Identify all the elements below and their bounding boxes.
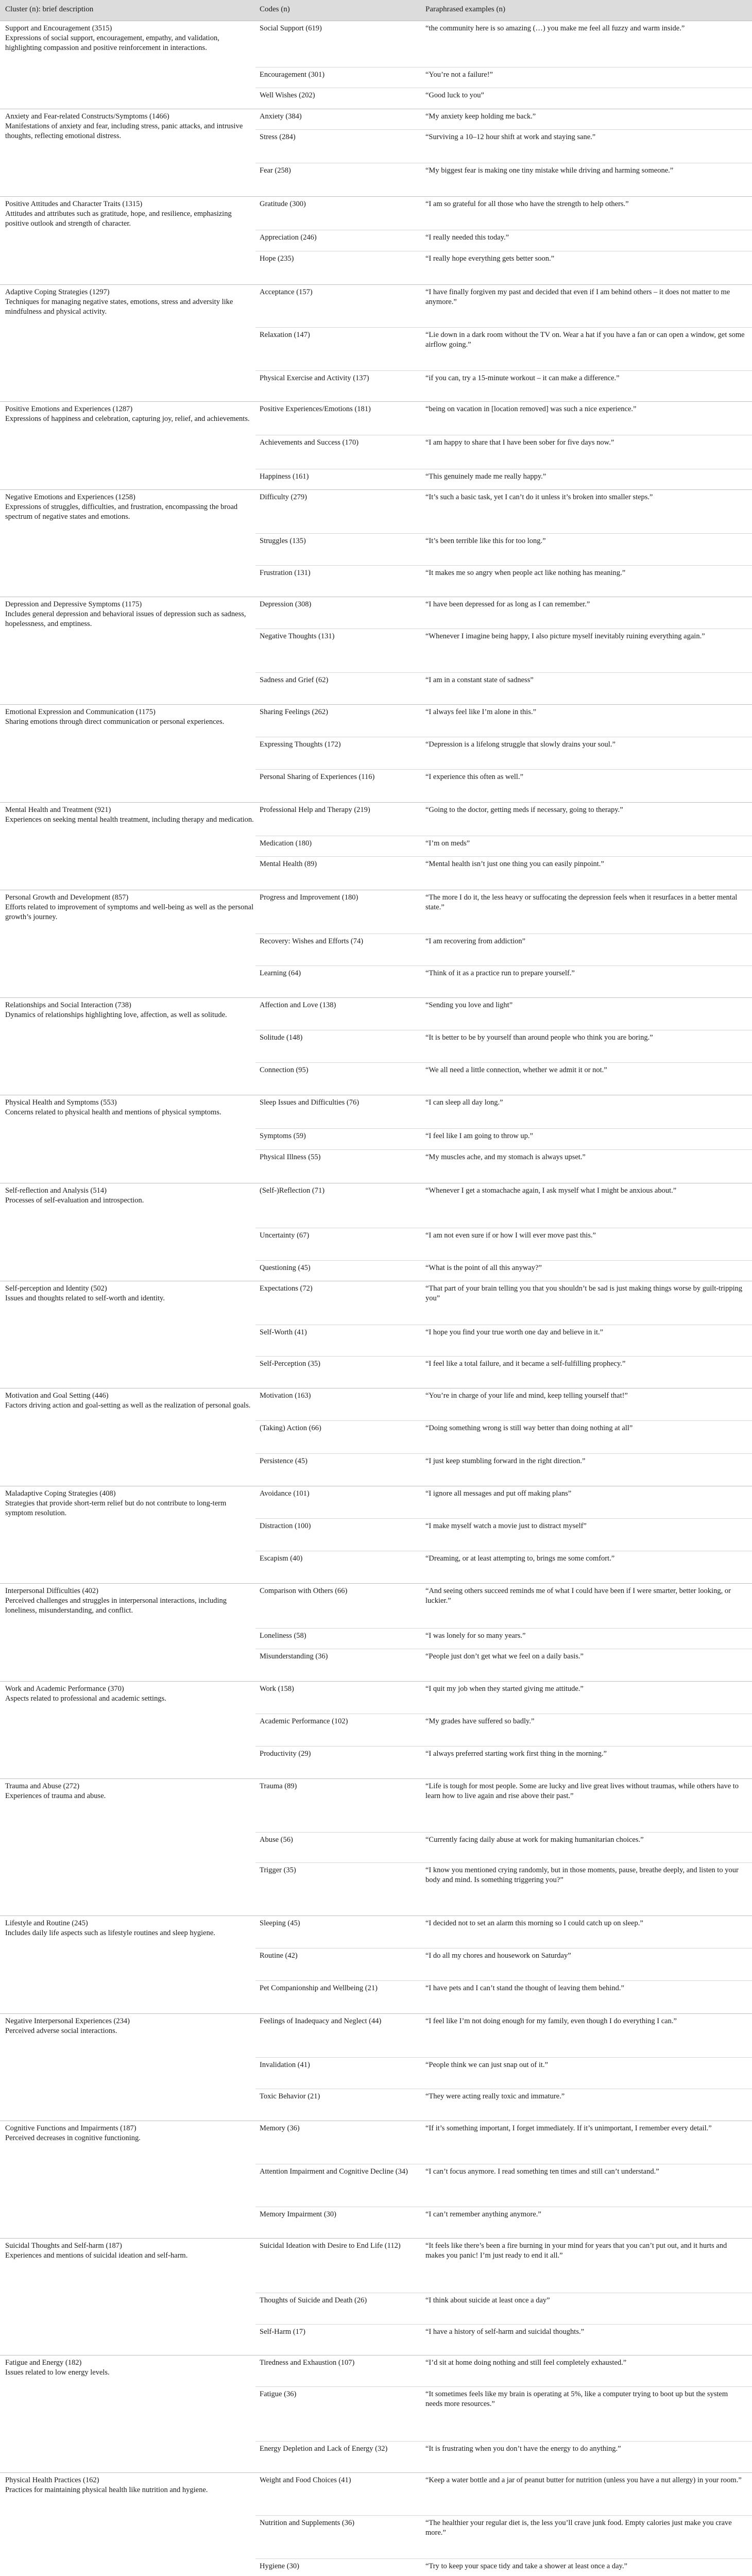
example-text: “Whenever I imagine being happy, I also picture myself inevitably ruining everything again.” <box>425 632 705 641</box>
cluster-divider <box>0 2472 752 2473</box>
cluster-description: Expressions of struggles, difficulties, and frustration, encompassing the broad spectrum of negative states and emotions. <box>5 502 238 521</box>
example-text: “This genuinely made me really happy.” <box>425 472 546 481</box>
example-text: “if you can, try a 15-minute workout – it can make a difference.” <box>425 374 620 382</box>
cluster-description: Experiences of trauma and abuse. <box>5 1792 106 1801</box>
code-label: Trauma (89) <box>260 1782 297 1791</box>
code-divider <box>255 1453 752 1454</box>
cluster-name: Self-reflection and Analysis (514) <box>5 1186 107 1195</box>
header-examples: Paraphrased examples (n) <box>425 5 505 13</box>
code-label: Routine (42) <box>260 1952 298 1960</box>
example-text: “People just don’t get what we feel on a daily basis.” <box>425 1652 584 1660</box>
example-text: “I experience this often as well.” <box>425 773 524 782</box>
code-label: Nutrition and Supplements (36) <box>260 2519 355 2528</box>
example-text: “Surviving a 10–12 hour shift at work and staying sane.” <box>425 132 596 141</box>
cluster-name: Anxiety and Fear-related Constructs/Symptoms (1466) <box>5 112 169 121</box>
cluster-name: Positive Emotions and Experiences (1287) <box>5 405 133 414</box>
cluster-divider <box>0 401 752 402</box>
cluster-cell <box>5 24 255 53</box>
code-label: Stress (284) <box>260 132 296 141</box>
example-text: “Mental health isn’t just one thing you can easily pinpoint.” <box>425 860 604 869</box>
cluster-name: Positive Attitudes and Character Traits (1315) <box>5 200 143 209</box>
cluster-description: Processes of self-evaluation and introspection. <box>5 1196 144 1205</box>
cluster-name: Negative Emotions and Experiences (1258) <box>5 493 135 501</box>
code-label: Solitude (148) <box>260 1033 303 1042</box>
code-label: Sadness and Grief (62) <box>260 676 329 685</box>
example-text: “It is better to be by yourself than around people who think you are boring.” <box>425 1033 653 1042</box>
cluster-divider <box>0 704 752 705</box>
code-label: Medication (180) <box>260 839 312 848</box>
cluster-divider <box>0 2013 752 2014</box>
cluster-name: Physical Health Practices (162) <box>5 2476 99 2484</box>
code-divider <box>255 1518 752 1519</box>
code-label: Loneliness (58) <box>260 1632 306 1640</box>
code-label: Achievements and Success (170) <box>260 438 359 447</box>
example-text: “Lie down in a dark room without the TV on. Wear a hat if you have a fan or can open a window, get some airflow going.” <box>425 331 745 349</box>
example-text: “I have a history of self-harm and suicidal thoughts.” <box>425 2327 585 2336</box>
example-text: “Whenever I get a stomachache again, I ask myself what I might be anxious about.” <box>425 1186 677 1195</box>
example-text: “I can’t remember anything anymore.” <box>425 2210 541 2219</box>
cluster-description: Efforts related to improvement of symptoms and well-being as well as the personal growth’s journey. <box>5 903 254 922</box>
cluster-cell <box>5 707 255 727</box>
code-label: Physical Illness (55) <box>260 1153 321 1161</box>
cluster-divider <box>0 1681 752 1682</box>
cluster-description: Manifestations of anxiety and fear, including stress, panic attacks, and intrusive thoughts, reflecting emotional distress. <box>5 122 243 140</box>
cluster-cell <box>5 287 255 317</box>
header-codes: Codes (n) <box>260 5 290 13</box>
example-text: “If it’s something important, I forget immediately. If it’s unimportant, I remember every detail.” <box>425 2124 712 2133</box>
code-divider <box>255 1062 752 1063</box>
cluster-name: Personal Growth and Development (857) <box>5 893 129 902</box>
example-text: “I ignore all messages and put off making plans” <box>425 1489 572 1498</box>
example-text: “We all need a little connection, whether we admit it or not.” <box>425 1066 607 1075</box>
code-label: Encouragement (301) <box>260 70 325 79</box>
code-label: Depression (308) <box>260 600 312 609</box>
cluster-description: Expressions of social support, encouragement, empathy, and validation, highlighting compassion and positive reinforcement in interactions. <box>5 34 219 52</box>
example-text: “Currently facing daily abuse at work for making humanitarian choices.” <box>425 1835 644 1844</box>
code-divider <box>255 2386 752 2387</box>
example-text: “Going to the doctor, getting meds if necessary, going to therapy.” <box>425 805 623 814</box>
cluster-description: Dynamics of relationships highlighting love, affection, as well as solitude. <box>5 1010 227 1019</box>
cluster-name: Relationships and Social Interaction (738) <box>5 1001 131 1009</box>
example-text: “It sometimes feels like my brain is operating at 5%, like a computer trying to boot up but the system needs more resources.” <box>425 2389 728 2408</box>
example-text: “I can’t focus anymore. I read something ten times and still can’t understand.” <box>425 2167 659 2176</box>
code-label: Frustration (131) <box>260 568 311 577</box>
code-label: Attention Impairment and Cognitive Decline (34) <box>260 2167 408 2176</box>
code-label: Professional Help and Therapy (219) <box>260 805 370 814</box>
code-label: Motivation (163) <box>260 1392 311 1400</box>
code-divider <box>255 129 752 130</box>
cluster-cell <box>5 1391 255 1411</box>
cluster-name: Motivation and Goal Setting (446) <box>5 1392 109 1400</box>
code-label: Physical Exercise and Activity (137) <box>260 374 369 382</box>
code-divider <box>255 2324 752 2325</box>
code-label: (Self-)Reflection (71) <box>260 1186 325 1195</box>
cluster-cell <box>5 1284 255 1303</box>
example-text: “You’re not a failure!” <box>425 70 493 79</box>
code-label: Hygiene (30) <box>260 2562 299 2570</box>
code-label: Sharing Feelings (262) <box>260 708 328 717</box>
cluster-name: Emotional Expression and Communication (1175) <box>5 708 156 717</box>
code-divider <box>255 370 752 371</box>
cluster-description: Practices for maintaining physical health like nutrition and hygiene. <box>5 2485 208 2494</box>
code-label: Energy Depletion and Lack of Energy (32) <box>260 2445 388 2453</box>
code-divider <box>255 1832 752 1833</box>
cluster-description: Issues and thoughts related to self-worth and identity. <box>5 1294 165 1302</box>
code-label: Academic Performance (102) <box>260 1717 348 1726</box>
cluster-cell <box>5 893 255 922</box>
code-label: Gratitude (300) <box>260 200 306 209</box>
code-label: Self-Worth (41) <box>260 1328 307 1336</box>
code-label: Mental Health (89) <box>260 860 317 869</box>
cluster-description: Attitudes and attributes such as gratitude, hope, and resilience, emphasizing positive outlook and strength of character. <box>5 210 232 228</box>
example-text: “I know you mentioned crying randomly, but in those moments, pause, breathe deeply, and listen to your body and mind. Is something triggering you?” <box>425 1866 739 1884</box>
example-text: “What is the point of all this anyway?” <box>425 1264 542 1273</box>
code-label: Connection (95) <box>260 1066 309 1075</box>
cluster-description: Includes daily life aspects such as lifestyle routines and sleep hygiene. <box>5 1929 215 1938</box>
cluster-name: Negative Interpersonal Experiences (234) <box>5 2016 130 2025</box>
cluster-name: Physical Health and Symptoms (553) <box>5 1098 117 1107</box>
code-divider <box>255 2057 752 2058</box>
code-divider <box>255 1420 752 1421</box>
cluster-description: Techniques for managing negative states, emotions, stress and adversity like mindfulness and physical activity. <box>5 297 233 316</box>
cluster-cell <box>5 2124 255 2143</box>
code-label: Sleeping (45) <box>260 1919 300 1928</box>
table-header <box>0 0 752 21</box>
code-label: Avoidance (101) <box>260 1489 310 1498</box>
example-text: “the community here is so amazing (…) you make me feel all fuzzy and warm inside.” <box>425 24 685 32</box>
code-divider <box>255 533 752 534</box>
example-text: “I think about suicide at least once a day” <box>425 2296 550 2305</box>
code-label: Invalidation (41) <box>260 2060 310 2069</box>
code-divider <box>255 2558 752 2559</box>
example-text: “Good luck to you” <box>425 91 484 100</box>
code-label: Misunderstanding (36) <box>260 1652 328 1660</box>
code-divider <box>255 1862 752 1863</box>
example-text: “I quit my job when they started giving me attitude.” <box>425 1684 584 1693</box>
example-text: “Dreaming, or at least attempting to, brings me some comfort.” <box>425 1554 615 1563</box>
example-text: “I was lonely for so many years.” <box>425 1632 526 1640</box>
cluster-description: Includes general depression and behavioral issues of depression such as sadness, hopelessness, and emptiness. <box>5 610 246 629</box>
example-text: “People think we can just snap out of it.” <box>425 2060 548 2069</box>
example-text: “That part of your brain telling you that you shouldn’t be sad is just making things worse by guilt-tripping you” <box>425 1284 743 1302</box>
example-text: “I always preferred starting work first thing in the morning.” <box>425 1750 607 1758</box>
example-text: “I can sleep all day long.” <box>425 1098 503 1107</box>
example-text: “It is frustrating when you don’t have the energy to do anything.” <box>425 2445 621 2453</box>
cluster-divider <box>0 489 752 490</box>
example-text: “I decided not to set an alarm this morning so I could catch up on sleep.” <box>425 1919 643 1928</box>
example-text: “Depression is a lifelong struggle that slowly drains your soul.” <box>425 740 616 749</box>
example-text: “I have been depressed for as long as I can remember.” <box>425 600 590 609</box>
example-text: “It’s such a basic task, yet I can’t do it unless it’s broken into smaller steps.” <box>425 493 653 501</box>
cluster-name: Interpersonal Difficulties (402) <box>5 1587 98 1596</box>
example-text: “I feel like a total failure, and it became a self-fulfilling prophecy.” <box>425 1360 626 1368</box>
example-text: “And seeing others succeed reminds me of what I could have been if I were smarter, better looking, or luckier.” <box>425 1587 731 1605</box>
example-text: “I am not even sure if or how I will ever move past this.” <box>425 1231 596 1240</box>
code-label: Hope (235) <box>260 254 294 263</box>
cluster-divider <box>0 802 752 803</box>
code-label: Recovery: Wishes and Efforts (74) <box>260 937 364 946</box>
code-divider <box>255 1746 752 1747</box>
code-label: Distraction (100) <box>260 1521 311 1530</box>
cluster-cell <box>5 1782 255 1801</box>
cluster-description: Issues related to low energy levels. <box>5 2368 110 2377</box>
cluster-description: Perceived decreases in cognitive functioning. <box>5 2134 141 2143</box>
example-text: “I just keep stumbling forward in the right direction.” <box>425 1456 586 1465</box>
code-label: Expectations (72) <box>260 1284 313 1293</box>
cluster-cell <box>5 199 255 229</box>
example-text: “I am so grateful for all those who have the strength to help others.” <box>425 200 629 209</box>
code-label: Expressing Thoughts (172) <box>260 740 341 749</box>
example-text: “I am happy to share that I have been sober for five days now.” <box>425 438 614 447</box>
cluster-cell <box>5 2358 255 2378</box>
code-label: Toxic Behavior (21) <box>260 2092 320 2101</box>
cluster-name: Lifestyle and Routine (245) <box>5 1919 88 1928</box>
code-label: Work (158) <box>260 1684 294 1693</box>
cluster-name: Support and Encouragement (3515) <box>5 24 112 32</box>
code-label: Feelings of Inadequacy and Neglect (44) <box>260 2016 382 2025</box>
example-text: “being on vacation in [location removed] was such a nice experience.” <box>425 405 637 414</box>
code-label: Progress and Improvement (180) <box>260 893 358 902</box>
cluster-divider <box>0 1778 752 1779</box>
cluster-divider <box>0 997 752 998</box>
code-label: Escapism (40) <box>260 1554 303 1563</box>
code-label: Uncertainty (67) <box>260 1231 310 1240</box>
cluster-name: Mental Health and Treatment (921) <box>5 805 111 814</box>
header-cluster: Cluster (n): brief description <box>5 5 94 13</box>
cluster-divider <box>0 196 752 197</box>
example-text: “My muscles ache, and my stomach is always upset.” <box>425 1153 586 1161</box>
code-label: Well Wishes (202) <box>260 91 315 100</box>
code-label: Pet Companionship and Wellbeing (21) <box>260 1984 378 1993</box>
cluster-name: Adaptive Coping Strategies (1297) <box>5 287 110 296</box>
cluster-name: Work and Academic Performance (370) <box>5 1684 124 1693</box>
cluster-description: Experiences and mentions of suicidal ideation and self-harm. <box>5 2251 188 2260</box>
code-label: Fatigue (36) <box>260 2389 297 2398</box>
example-text: “I make myself watch a movie just to distract myself” <box>425 1521 587 1530</box>
code-label: Sleep Issues and Difficulties (76) <box>260 1098 360 1107</box>
cluster-cell <box>5 1098 255 1117</box>
code-label: Trigger (35) <box>260 1866 296 1874</box>
code-divider <box>255 1980 752 1981</box>
cluster-cell <box>5 805 255 825</box>
example-text: “I have finally forgiven my past and decided that even if I am behind others – it does not matter to me anymore.” <box>425 287 730 306</box>
example-text: “I feel like I’m not doing enough for my family, even though I do everything I can.” <box>425 2016 677 2025</box>
code-label: Social Support (619) <box>260 24 322 32</box>
cluster-cell <box>5 1001 255 1020</box>
example-text: “Try to keep your space tidy and take a shower at least once a day.” <box>425 2562 627 2570</box>
code-label: Appreciation (246) <box>260 233 317 242</box>
code-label: Self-Perception (35) <box>260 1360 320 1368</box>
code-divider <box>255 769 752 770</box>
code-label: Memory Impairment (30) <box>260 2210 336 2219</box>
cluster-description: Perceived adverse social interactions. <box>5 2026 117 2035</box>
code-label: Persistence (45) <box>260 1456 308 1465</box>
code-label: Productivity (29) <box>260 1750 311 1758</box>
code-label: Acceptance (157) <box>260 287 313 296</box>
code-divider <box>255 1149 752 1150</box>
example-text: “I hope you find your true worth one day and believe in it.” <box>425 1328 604 1336</box>
example-text: “My anxiety keep holding me back.” <box>425 112 536 121</box>
cluster-divider <box>0 284 752 285</box>
code-divider <box>255 965 752 966</box>
cluster-cell <box>5 600 255 629</box>
example-text: “It feels like there’s been a fire burning in your mind for years that you can’t put out, and it hurts and makes you panic! I’m just ready to end it all.” <box>425 2241 727 2260</box>
code-label: Personal Sharing of Experiences (116) <box>260 773 375 782</box>
code-divider <box>255 1260 752 1261</box>
cluster-cell <box>5 2241 255 2261</box>
code-label: Thoughts of Suicide and Death (26) <box>260 2296 367 2305</box>
example-text: “Think of it as a practice run to prepare yourself.” <box>425 969 575 978</box>
example-text: “Keep a water bottle and a jar of peanut butter for nutrition (unless you have a nut allergy) in your room.” <box>425 2476 742 2484</box>
cluster-cell <box>5 493 255 522</box>
code-divider <box>255 1628 752 1629</box>
code-label: Relaxation (147) <box>260 331 310 340</box>
cluster-name: Trauma and Abuse (272) <box>5 1782 80 1791</box>
cluster-description: Concerns related to physical health and mentions of physical symptoms. <box>5 1108 221 1117</box>
example-text: “I really needed this today.” <box>425 233 509 242</box>
example-text: “I’d sit at home doing nothing and still feel completely exhausted.” <box>425 2359 627 2367</box>
cluster-description: Expressions of happiness and celebration, capturing joy, relief, and achievements. <box>5 415 250 423</box>
cluster-description: Factors driving action and goal-setting as well as the realization of personal goals. <box>5 1401 251 1410</box>
cluster-cell <box>5 1586 255 1616</box>
code-label: Self-Harm (17) <box>260 2327 305 2336</box>
code-divider <box>255 856 752 857</box>
code-label: Anxiety (384) <box>260 112 302 121</box>
cluster-description: Experiences on seeking mental health treatment, including therapy and medication. <box>5 815 254 824</box>
code-label: Negative Thoughts (131) <box>260 632 335 641</box>
code-label: Symptoms (59) <box>260 1132 306 1141</box>
example-text: “It’s been terrible like this for too long.” <box>425 537 546 546</box>
code-divider <box>255 565 752 566</box>
cluster-cell <box>5 1186 255 1206</box>
code-divider <box>255 2441 752 2442</box>
example-text: “I am in a constant state of sadness” <box>425 676 534 685</box>
example-text: “My biggest fear is making one tiny mistake while driving and harming someone.” <box>425 166 674 175</box>
cluster-name: Self-perception and Identity (502) <box>5 1284 107 1293</box>
example-text: “The more I do it, the less heavy or suffocating the depression feels when it resurfaces in a better mental state.” <box>425 893 738 912</box>
example-text: “Sending you love and light” <box>425 1001 513 1009</box>
cluster-name: Maladaptive Coping Strategies (408) <box>5 1489 116 1498</box>
example-text: “I am recovering from addiction” <box>425 937 526 946</box>
code-divider <box>255 2515 752 2516</box>
cluster-name: Suicidal Thoughts and Self-harm (187) <box>5 2241 122 2250</box>
code-label: Tiredness and Exhaustion (107) <box>260 2359 355 2367</box>
cluster-cell <box>5 2476 255 2495</box>
cluster-description: Aspects related to professional and academic settings. <box>5 1694 166 1703</box>
code-label: Questioning (45) <box>260 1264 311 1273</box>
cluster-description: Perceived challenges and struggles in interpersonal interactions, including loneliness, misunderstanding, and conflict. <box>5 1597 227 1615</box>
code-divider <box>255 327 752 328</box>
example-text: “Life is tough for most people. Some are lucky and live great lives without traumas, while others have to learn how to live again and rise above their past.” <box>425 1782 739 1801</box>
cluster-cell <box>5 112 255 141</box>
code-label: Positive Experiences/Emotions (181) <box>260 405 371 414</box>
example-text: “My grades have suffered so badly.” <box>425 1717 535 1726</box>
cluster-cell <box>5 2016 255 2036</box>
example-text: “I have pets and I can’t stand the thought of leaving them behind.” <box>425 1984 624 1993</box>
cluster-cell <box>5 1684 255 1704</box>
code-label: Difficulty (279) <box>260 493 307 501</box>
code-label: Happiness (161) <box>260 472 309 481</box>
cluster-description: Sharing emotions through direct communication or personal experiences. <box>5 718 225 726</box>
code-label: Abuse (56) <box>260 1835 293 1844</box>
cluster-cell <box>5 1489 255 1518</box>
code-label: (Taking) Action (66) <box>260 1424 321 1433</box>
example-text: “They were acting really toxic and immature.” <box>425 2092 565 2101</box>
cluster-name: Fatigue and Energy (182) <box>5 2359 82 2367</box>
code-label: Struggles (135) <box>260 537 306 546</box>
code-label: Comparison with Others (66) <box>260 1587 348 1596</box>
example-text: “I always feel like I’m alone in this.” <box>425 708 537 717</box>
cluster-description: Strategies that provide short-term relief but do not contribute to long-term symptom resolution. <box>5 1499 227 1517</box>
code-label: Affection and Love (138) <box>260 1001 336 1009</box>
code-label: Suicidal Ideation with Desire to End Life (112) <box>260 2241 401 2250</box>
code-divider <box>255 1128 752 1129</box>
cluster-name: Cognitive Functions and Impairments (187) <box>5 2124 136 2133</box>
example-text: “Doing something wrong is still way better than doing nothing at all” <box>425 1424 633 1433</box>
code-label: Memory (36) <box>260 2124 300 2133</box>
cluster-cell <box>5 1919 255 1938</box>
cluster-cell <box>5 404 255 424</box>
code-label: Weight and Food Choices (41) <box>260 2476 351 2484</box>
example-text: “I do all my chores and housework on Saturday” <box>425 1952 571 1960</box>
example-text: “I’m on meds” <box>425 839 470 848</box>
code-divider <box>255 1356 752 1357</box>
code-label: Fear (258) <box>260 166 291 175</box>
example-text: “You’re in charge of your life and mind, keep telling yourself that!” <box>425 1392 628 1400</box>
cluster-name: Depression and Depressive Symptoms (1175) <box>5 600 142 609</box>
example-text: “It makes me so angry when people act like nothing has meaning.” <box>425 568 626 577</box>
example-text: “I really hope everything gets better soon.” <box>425 254 555 263</box>
cluster-divider <box>0 2238 752 2239</box>
code-label: Learning (64) <box>260 969 301 978</box>
code-divider <box>255 672 752 673</box>
example-text: “I feel like I am going to throw up.” <box>425 1132 533 1141</box>
cluster-divider <box>0 1583 752 1584</box>
example-text: “The healthier your regular diet is, the less you’ll crave junk food. Empty calories just make you crave more.” <box>425 2519 732 2537</box>
